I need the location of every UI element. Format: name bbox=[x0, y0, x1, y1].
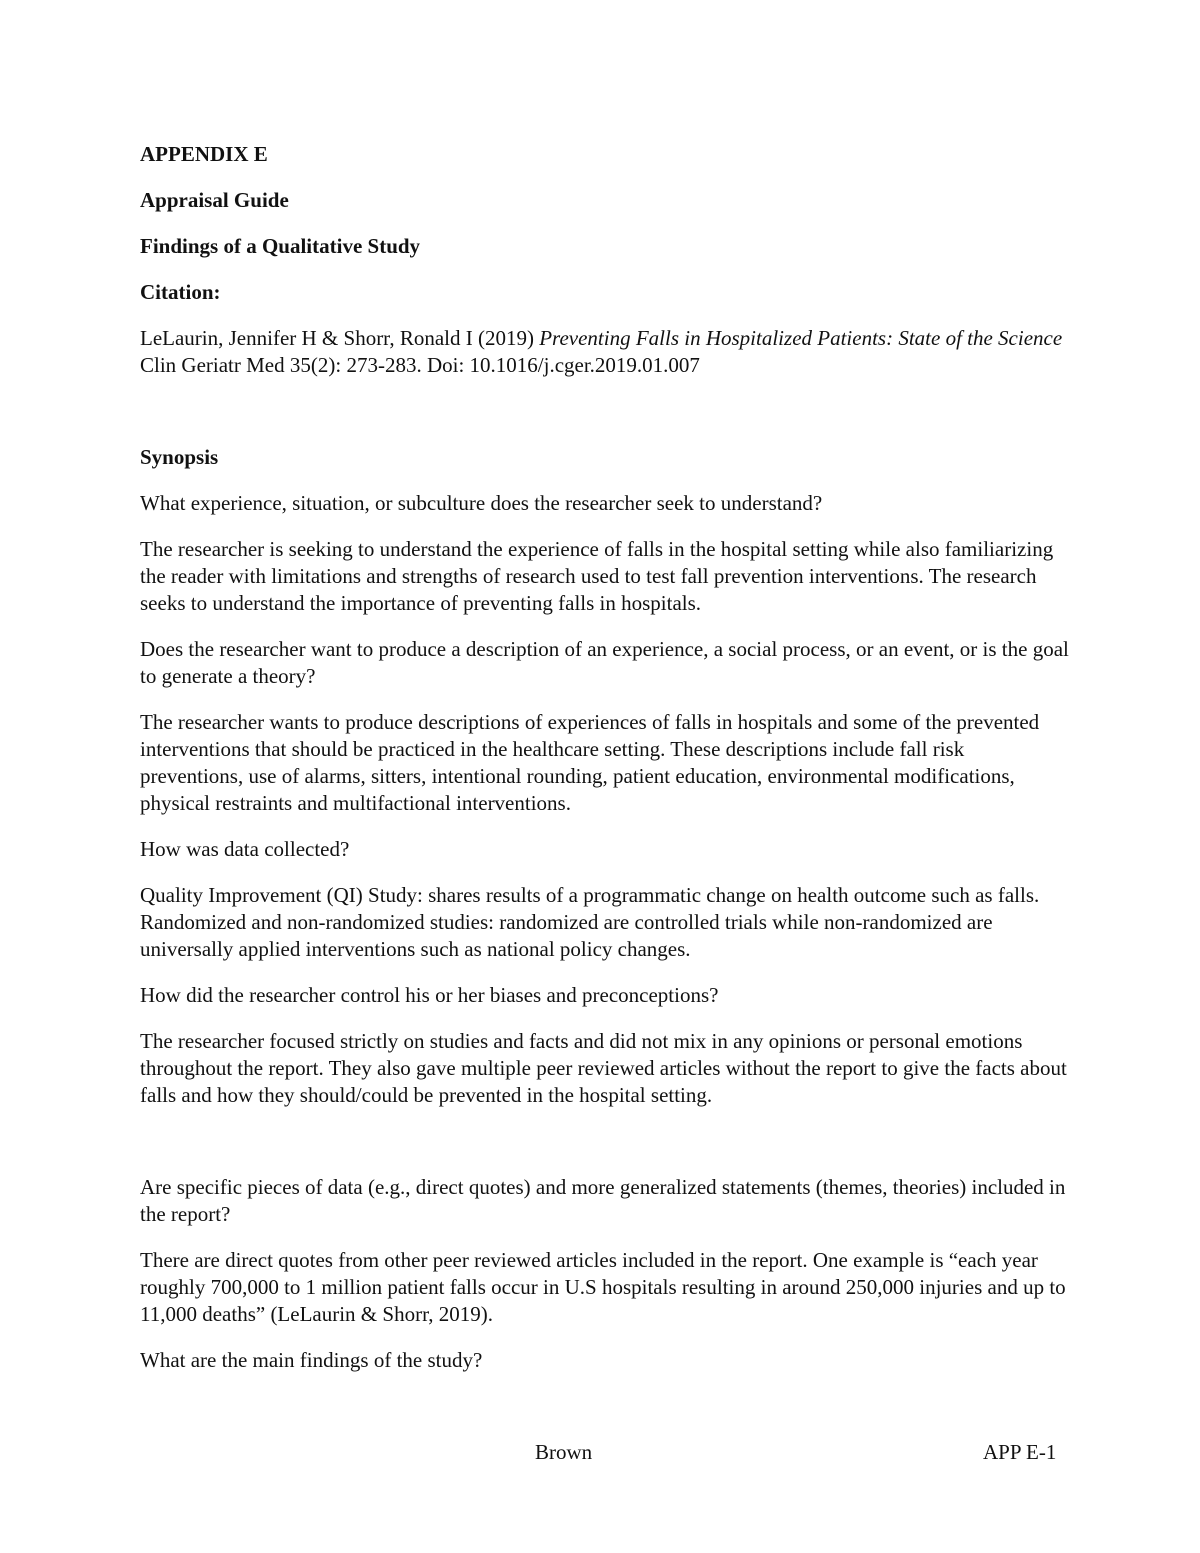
citation-article-title: Preventing Falls in Hospitalized Patients: State of the Science bbox=[539, 326, 1063, 350]
footer-author: Brown bbox=[535, 1440, 593, 1464]
question-2: Does the researcher want to produce a description of an experience, a social process, or an event, or is the goal to generate a theory? bbox=[140, 637, 1069, 688]
synopsis-heading: Synopsis bbox=[140, 445, 219, 469]
page-footer bbox=[0, 1438, 1200, 1466]
question-3: How was data collected? bbox=[140, 837, 350, 861]
study-type-title: Findings of a Qualitative Study bbox=[140, 234, 421, 258]
answer-5: There are direct quotes from other peer reviewed articles included in the report. One example is “each year roughly 700,000 to 1 million patient falls occur in U.S hospitals resulting in around 250,000 injuries and up to 11,000 deaths” (LeLaurin & Shorr, 2019). bbox=[140, 1248, 1066, 1326]
page-content bbox=[140, 141, 1070, 1393]
spacer bbox=[140, 398, 1070, 444]
footer-page-number: APP E-1 bbox=[983, 1440, 1057, 1464]
answer-3: Quality Improvement (QI) Study: shares results of a programmatic change on health outcome such as falls. Randomized and non-randomized studies: randomized are controlled trials while non-randomized are universally applied interventions such as national policy changes. bbox=[140, 883, 1040, 961]
citation-source: Clin Geriatr Med 35(2): 273-283. Doi: 10.1016/j.cger.2019.01.007 bbox=[140, 353, 700, 377]
citation-label: Citation: bbox=[140, 280, 221, 304]
final-question: What are the main findings of the study? bbox=[140, 1348, 483, 1372]
guide-title: Appraisal Guide bbox=[140, 188, 289, 212]
question-1: What experience, situation, or subculture does the researcher seek to understand? bbox=[140, 491, 823, 515]
question-4: How did the researcher control his or her biases and preconceptions? bbox=[140, 983, 719, 1007]
spacer bbox=[140, 1128, 1070, 1174]
citation-authors: LeLaurin, Jennifer H & Shorr, Ronald I (2019) bbox=[140, 326, 540, 350]
answer-4: The researcher focused strictly on studies and facts and did not mix in any opinions or personal emotions throughout the report. They also gave multiple peer reviewed articles without the report to give the facts about falls and how they should/could be prevented in the hospital setting. bbox=[140, 1029, 1067, 1107]
appendix-title: APPENDIX E bbox=[140, 142, 268, 166]
answer-2: The researcher wants to produce descriptions of experiences of falls in hospitals and some of the prevented interventions that should be practiced in the healthcare setting. These descriptions include fall risk preventions, use of alarms, sitters, intentional rounding, patient education, environmental modifications, physical restraints and multifactional interventions. bbox=[140, 710, 1040, 815]
citation-text bbox=[140, 325, 1070, 379]
question-5: Are specific pieces of data (e.g., direct quotes) and more generalized statements (themes, theories) included in the report? bbox=[140, 1175, 1066, 1226]
answer-1: The researcher is seeking to understand the experience of falls in the hospital setting while also familiarizing the reader with limitations and strengths of research used to test fall prevention interventions. The research seeks to understand the importance of preventing falls in hospitals. bbox=[140, 537, 1054, 615]
